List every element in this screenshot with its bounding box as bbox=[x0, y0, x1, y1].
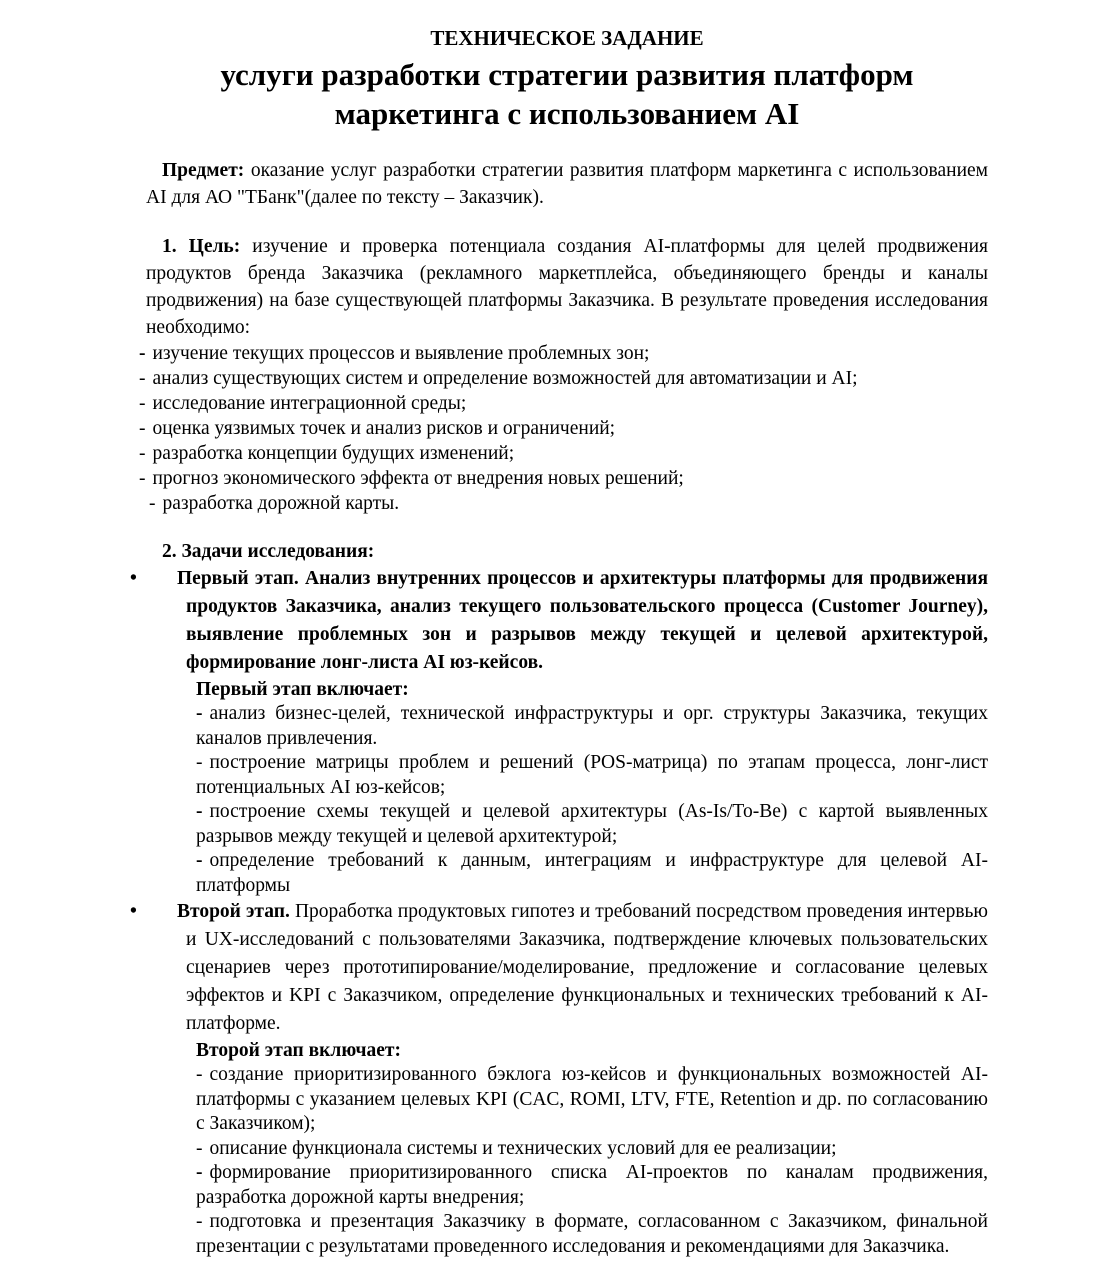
stage-1-includes-heading: Первый этап включает: bbox=[196, 679, 409, 700]
list-item bbox=[139, 491, 988, 516]
page-title bbox=[146, 55, 988, 133]
item-text: построение матрицы проблем и решений (POS-матрица) по этапам процесса, лонг-лист потенциальных AI юз-кейсов; bbox=[196, 752, 988, 798]
dash-marker: - bbox=[196, 850, 203, 871]
list-item bbox=[146, 800, 988, 849]
document-kicker: ТЕХНИЧЕСКОЕ ЗАДАНИЕ bbox=[430, 26, 704, 50]
list-item bbox=[146, 751, 988, 800]
tasks-heading: 2. Задачи исследования: bbox=[162, 541, 375, 562]
goal-label: 1. Цель: bbox=[162, 236, 241, 257]
list-item bbox=[146, 849, 988, 898]
list-item bbox=[139, 366, 988, 391]
list-item bbox=[139, 391, 988, 416]
dash-marker: - bbox=[196, 801, 203, 822]
item-text: прогноз экономического эффекта от внедрения новых решений; bbox=[152, 468, 684, 489]
goal-list bbox=[139, 341, 988, 516]
list-item bbox=[139, 416, 988, 441]
list-item bbox=[146, 1063, 988, 1137]
item-text: разработка дорожной карты. bbox=[162, 493, 400, 514]
dash-marker: - bbox=[139, 393, 146, 414]
goal-paragraph bbox=[146, 233, 988, 341]
stage-2-list bbox=[146, 1063, 988, 1259]
stage-2-lead-rest: Проработка продуктовых гипотез и требований посредством проведения интервью и UX-исследований с пользователями Заказчика, подтверждение ключевых пользовательских сценариев через прототипирование/моделирование, предложение и согласование целевых эффектов и KPI с Заказчиком, определение функциональных и технических требований к AI-платформе. bbox=[186, 901, 988, 1034]
dash-marker: - bbox=[139, 368, 146, 389]
goal-text: изучение и проверка потенциала создания AI-платформы для целей продвижения продуктов бренда Заказчика (рекламного маркетплейса, объединяющего бренды и каналы продвижения) на базе существующей платформы Заказчика. В результате проведения исследования необходимо: bbox=[146, 236, 988, 338]
dash-marker: - bbox=[196, 1162, 203, 1183]
item-text: подготовка и презентация Заказчику в формате, согласованном с Заказчиком, финальной презентации с результатами проведенного исследования и рекомендациями для Заказчика. bbox=[196, 1211, 988, 1257]
subject-label: Предмет: bbox=[162, 160, 245, 181]
stage-2-lead-bold: Второй этап. bbox=[177, 901, 290, 922]
stage-2-includes-heading: Второй этап включает: bbox=[196, 1040, 401, 1061]
stage-2-lead bbox=[130, 898, 988, 1038]
bullet-icon: • bbox=[130, 568, 137, 589]
dash-marker: - bbox=[139, 443, 146, 464]
item-text: формирование приоритизированного списка AI-проектов по каналам продвижения, разработка дорожной карты внедрения; bbox=[196, 1162, 988, 1208]
list-item bbox=[146, 1161, 988, 1210]
item-text: описание функционала системы и технических условий для ее реализации; bbox=[209, 1137, 837, 1159]
dash-marker: - bbox=[139, 468, 146, 489]
list-item bbox=[139, 466, 988, 491]
list-item bbox=[146, 1210, 988, 1259]
bullet-icon: • bbox=[130, 901, 137, 922]
item-text: изучение текущих процессов и выявление проблемных зон; bbox=[152, 343, 650, 364]
item-text: анализ бизнес-целей, технической инфраструктуры и орг. структуры Заказчика, текущих каналов привлечения. bbox=[196, 703, 988, 749]
item-text: построение схемы текущей и целевой архитектуры (As-Is/To-Be) с картой выявленных разрывов между текущей и целевой архитектурой; bbox=[196, 801, 988, 847]
stage-1-list bbox=[146, 702, 988, 898]
dash-marker: - bbox=[196, 1211, 203, 1232]
stage-1-lead-bold: Первый этап. Анализ внутренних процессов и архитектуры платформы для продвижения продуктов Заказчика, анализ текущего пользовательского процесса (Customer Journey), выявление проблемных зон и разрывов между текущей и целевой архитектурой, формирование лонг-листа AI юз-кейсов. bbox=[177, 568, 988, 673]
item-text: определение требований к данным, интеграциям и инфраструктуре для целевой AI-платформы bbox=[196, 850, 988, 896]
dash-marker: - bbox=[149, 493, 156, 514]
dash-marker: - bbox=[196, 703, 203, 724]
item-text: разработка концепции будущих изменений; bbox=[152, 443, 515, 464]
item-text: создание приоритизированного бэклога юз-кейсов и функциональных возможностей AI-платформы с указанием целевых KPI (CAC, ROMI, LTV, FTE, Retention и др. по согласованию с Заказчиком); bbox=[196, 1064, 988, 1134]
dash-marker: - bbox=[196, 1064, 203, 1085]
list-item bbox=[146, 702, 988, 751]
list-item bbox=[139, 441, 988, 466]
dash-marker: - bbox=[196, 1137, 203, 1159]
list-item bbox=[146, 1137, 988, 1162]
item-text: исследование интеграционной среды; bbox=[152, 393, 467, 414]
item-text: анализ существующих систем и определение возможностей для автоматизации и AI; bbox=[152, 368, 858, 389]
dash-marker: - bbox=[196, 752, 203, 773]
subject-text: оказание услуг разработки стратегии развития платформ маркетинга с использованием AI для АО "ТБанк"(далее по тексту – Заказчик). bbox=[146, 160, 989, 208]
item-text: оценка уязвимых точек и анализ рисков и ограничений; bbox=[152, 418, 616, 439]
page-title-line-1: услуги разработки стратегии развития платформ bbox=[220, 57, 914, 92]
stage-1-lead bbox=[130, 565, 988, 677]
dash-marker: - bbox=[139, 418, 146, 439]
subject-paragraph bbox=[146, 157, 988, 211]
dash-marker: - bbox=[139, 343, 146, 364]
page-title-line-2: маркетинга с использованием AI bbox=[334, 96, 800, 131]
list-item bbox=[139, 341, 988, 366]
